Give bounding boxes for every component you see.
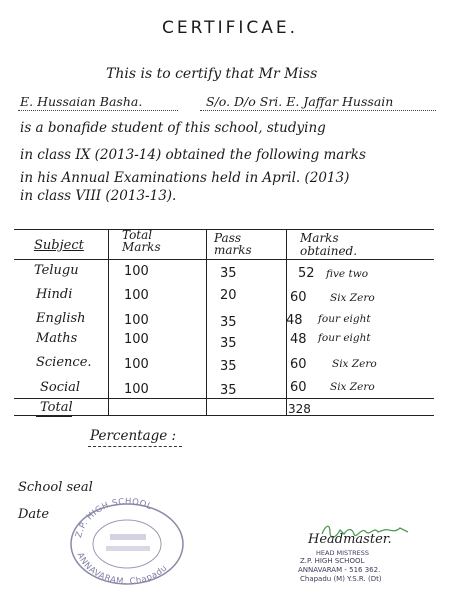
row-obtained: 60 [290, 357, 307, 372]
row-pass: 35 [220, 266, 237, 281]
school-seal-label: School seal [18, 480, 93, 495]
row-subject: Science. [36, 355, 92, 370]
student-name: E. Hussaian Basha. [20, 94, 143, 109]
row-total: 100 [124, 382, 149, 397]
table-bottom-border [14, 415, 434, 416]
bonafide-line: is a bonafide student of this school, studying [20, 120, 326, 136]
stamp-address: ANNAVARAM - 516 362. [298, 566, 381, 574]
row-total: 100 [124, 357, 149, 372]
stamp-district: Chapadu (M) Y.S.R. (Dt) [300, 575, 382, 583]
school-seal-stamp [62, 492, 192, 586]
row-obtained: 52 [298, 266, 315, 281]
row-obtained-words: Six Zero [332, 358, 377, 370]
header-marks-obtained: Marks obtained. [300, 231, 358, 258]
table-col-divider-1 [108, 229, 109, 415]
row-obtained: 60 [290, 380, 307, 395]
row-obtained: 60 [290, 290, 307, 305]
exam-line: in his Annual Examinations held in April. (2013) [20, 170, 350, 186]
row-obtained-words: four eight [318, 332, 371, 344]
seal-bottom-text: ANNAVARAM, Chapadu [74, 551, 170, 586]
row-obtained-words: Six Zero [330, 381, 375, 393]
headmaster-label: Headmaster. [308, 532, 392, 547]
date-label: Date [18, 507, 50, 522]
row-subject: English [36, 311, 86, 326]
parent-underline [200, 110, 436, 111]
total-underline [36, 416, 72, 417]
table-col-divider-2 [206, 229, 207, 415]
row-obtained-words: four eight [318, 313, 371, 325]
row-subject: Social [40, 380, 81, 395]
total-label: Total [40, 400, 73, 415]
row-subject: Maths [36, 331, 78, 346]
table-top-border [14, 229, 434, 230]
parent-name: S/o. D/o Sri. E. Jaffar Hussain [206, 94, 394, 109]
percentage-underline [88, 446, 182, 447]
class-line: in class IX (2013-14) obtained the following marks [20, 147, 366, 163]
stamp-designation: HEAD MISTRESS [316, 549, 370, 557]
row-total: 100 [124, 332, 149, 347]
table-header-border [14, 259, 434, 260]
row-obtained: 48 [286, 313, 303, 328]
table-total-border [14, 398, 434, 399]
row-obtained-words: five two [326, 268, 369, 280]
row-total: 100 [124, 313, 149, 328]
row-pass: 35 [220, 336, 237, 351]
row-total: 100 [124, 288, 149, 303]
row-obtained: 48 [290, 332, 307, 347]
row-subject: Telugu [34, 263, 79, 278]
row-subject: Hindi [36, 287, 73, 302]
name-underline [18, 110, 178, 111]
certificate-title: CERTIFICAE. [162, 18, 299, 38]
row-pass: 35 [220, 383, 237, 398]
seal-top-text: Z.P. HIGH SCHOOL [74, 496, 154, 539]
header-pass-marks: Pass marks [214, 231, 252, 257]
row-pass: 35 [220, 315, 237, 330]
certify-line: This is to certify that Mr Miss [106, 66, 318, 82]
percentage-label: Percentage : [90, 428, 177, 444]
row-total: 100 [124, 264, 149, 279]
previous-class-line: in class VIII (2013-13). [20, 188, 177, 204]
stamp-school: Z.P. HIGH SCHOOL [300, 557, 365, 565]
row-pass: 20 [220, 288, 237, 303]
row-pass: 35 [220, 359, 237, 374]
header-subject: Subject [34, 238, 84, 253]
row-obtained-words: Six Zero [330, 292, 375, 304]
header-total-marks: Total Marks [122, 228, 161, 254]
total-value: 328 [288, 402, 311, 416]
